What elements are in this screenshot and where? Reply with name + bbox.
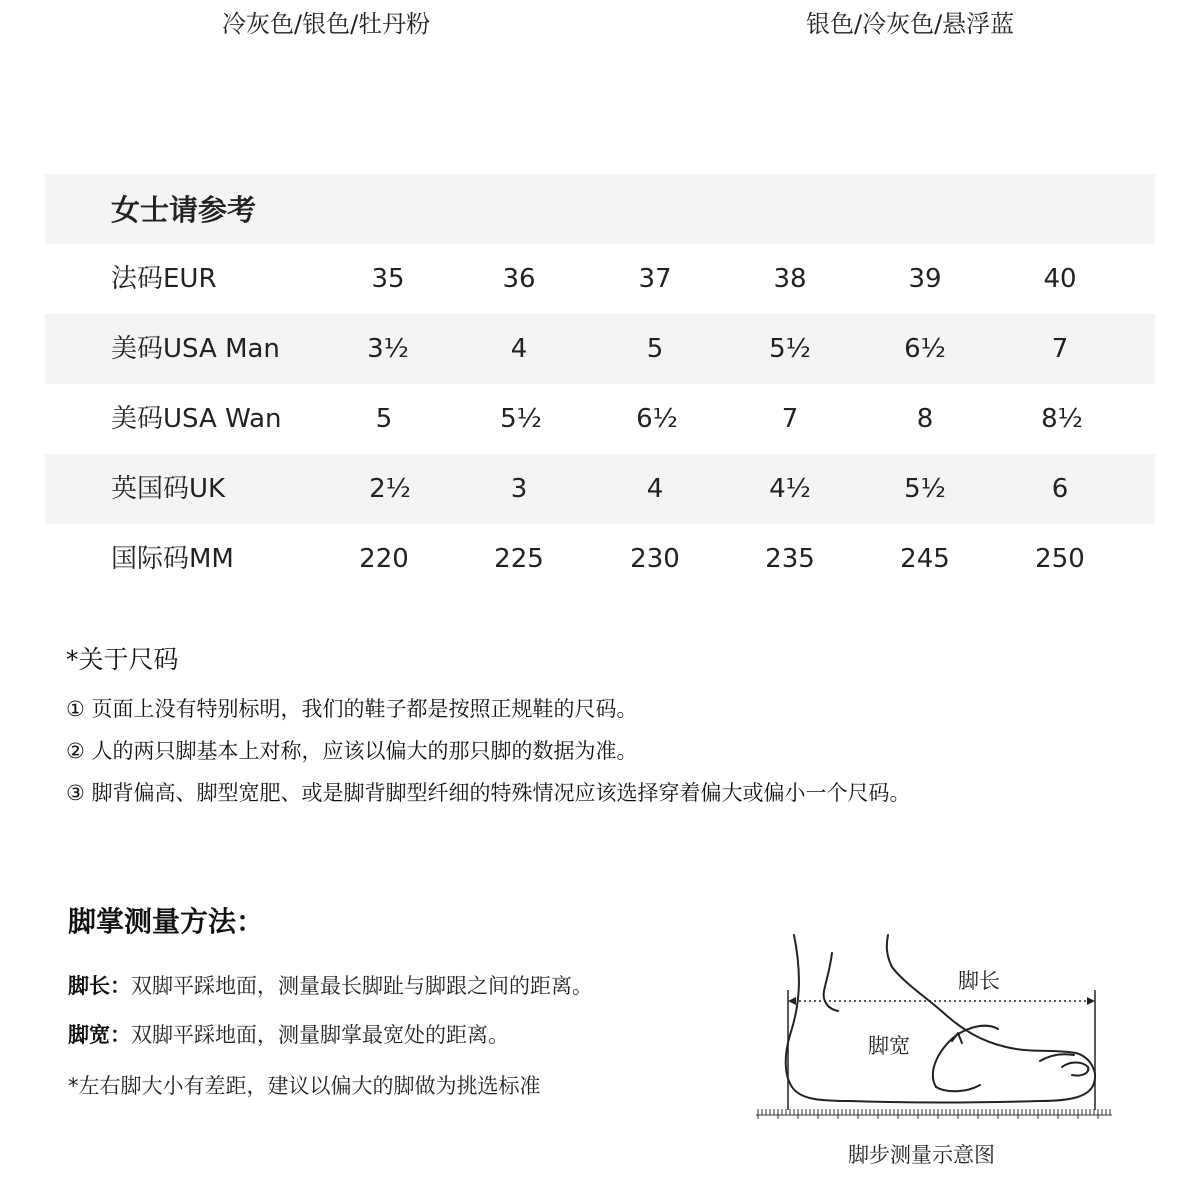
table-cell: 8 — [916, 404, 934, 434]
note-item: ② 人的两只脚基本上对称，应该以偏大的那只脚的数据为准。 — [66, 739, 638, 763]
table-cell: 3½ — [367, 334, 409, 364]
size-notes — [66, 640, 911, 814]
table-row — [45, 454, 1155, 524]
table-cell: 39 — [908, 264, 942, 294]
table-cell: 5 — [375, 404, 393, 434]
table-cell: 235 — [765, 544, 815, 574]
note-item: ③ 脚背偏高、脚型宽肥、或是脚背脚型纤细的特殊情况应该选择穿着偏大或偏小一个尺码。 — [66, 781, 911, 805]
table-cell: 8½ — [1041, 404, 1083, 434]
table-cell: 35 — [371, 264, 405, 294]
method-length-label: 脚长： — [68, 974, 131, 998]
measurement-method — [68, 900, 593, 1100]
color-option-left: 冷灰色/银色/牡丹粉 — [222, 10, 431, 38]
table-cell: 220 — [359, 544, 409, 574]
method-width-text: 双脚平踩地面，测量脚掌最宽处的距离。 — [131, 1023, 509, 1047]
table-cell: 5½ — [904, 474, 946, 504]
row-label-eur: 法码EUR — [111, 264, 217, 294]
figure-length-label: 脚长 — [958, 969, 1000, 993]
table-cell: 6 — [1051, 474, 1069, 504]
method-length — [68, 962, 593, 1011]
table-row — [45, 314, 1155, 384]
row-label-mm: 国际码MM — [111, 544, 234, 574]
table-row — [45, 524, 1155, 594]
method-length-text: 双脚平踩地面，测量最长脚趾与脚跟之间的距离。 — [131, 974, 593, 998]
method-width-label: 脚宽： — [68, 1023, 131, 1047]
notes-title: *关于尺码 — [66, 645, 179, 674]
table-cell: 245 — [900, 544, 950, 574]
table-cell: 5 — [646, 334, 664, 364]
table-cell: 3 — [510, 474, 528, 504]
size-table — [45, 174, 1155, 594]
table-cell: 37 — [638, 264, 672, 294]
method-note: *左右脚大小有差距，建议以偏大的脚做为挑选标准 — [68, 1074, 541, 1098]
method-title: 脚掌测量方法： — [68, 905, 265, 938]
method-width — [68, 1011, 593, 1060]
table-cell: 5½ — [500, 404, 542, 434]
table-title: 女士请参考 — [111, 193, 257, 227]
table-row — [45, 244, 1155, 314]
row-label-usa-wan: 美码USA Wan — [111, 404, 282, 434]
table-cell: 6½ — [904, 334, 946, 364]
table-title-row — [45, 174, 1155, 244]
note-item: ① 页面上没有特别标明，我们的鞋子都是按照正规鞋的尺码。 — [66, 697, 638, 721]
table-cell: 4 — [510, 334, 528, 364]
table-cell: 36 — [502, 264, 536, 294]
table-cell: 7 — [781, 404, 799, 434]
table-cell: 5½ — [769, 334, 811, 364]
foot-illustration — [740, 925, 1130, 1175]
table-cell: 38 — [773, 264, 807, 294]
table-cell: 230 — [630, 544, 680, 574]
foot-measurement-figure — [740, 925, 1130, 1175]
row-label-usa-man: 美码USA Man — [111, 334, 280, 364]
color-option-right: 银色/冷灰色/悬浮蓝 — [806, 10, 1015, 38]
table-cell: 7 — [1051, 334, 1069, 364]
table-cell: 2½ — [369, 474, 411, 504]
row-label-uk: 英国码UK — [111, 474, 226, 504]
table-cell: 40 — [1043, 264, 1077, 294]
table-cell: 4½ — [769, 474, 811, 504]
figure-width-label: 脚宽 — [868, 1034, 910, 1058]
table-cell: 250 — [1035, 544, 1085, 574]
figure-caption: 脚步测量示意图 — [848, 1143, 995, 1167]
table-cell: 4 — [646, 474, 664, 504]
table-cell: 6½ — [636, 404, 678, 434]
table-cell: 225 — [494, 544, 544, 574]
table-row — [45, 384, 1155, 454]
